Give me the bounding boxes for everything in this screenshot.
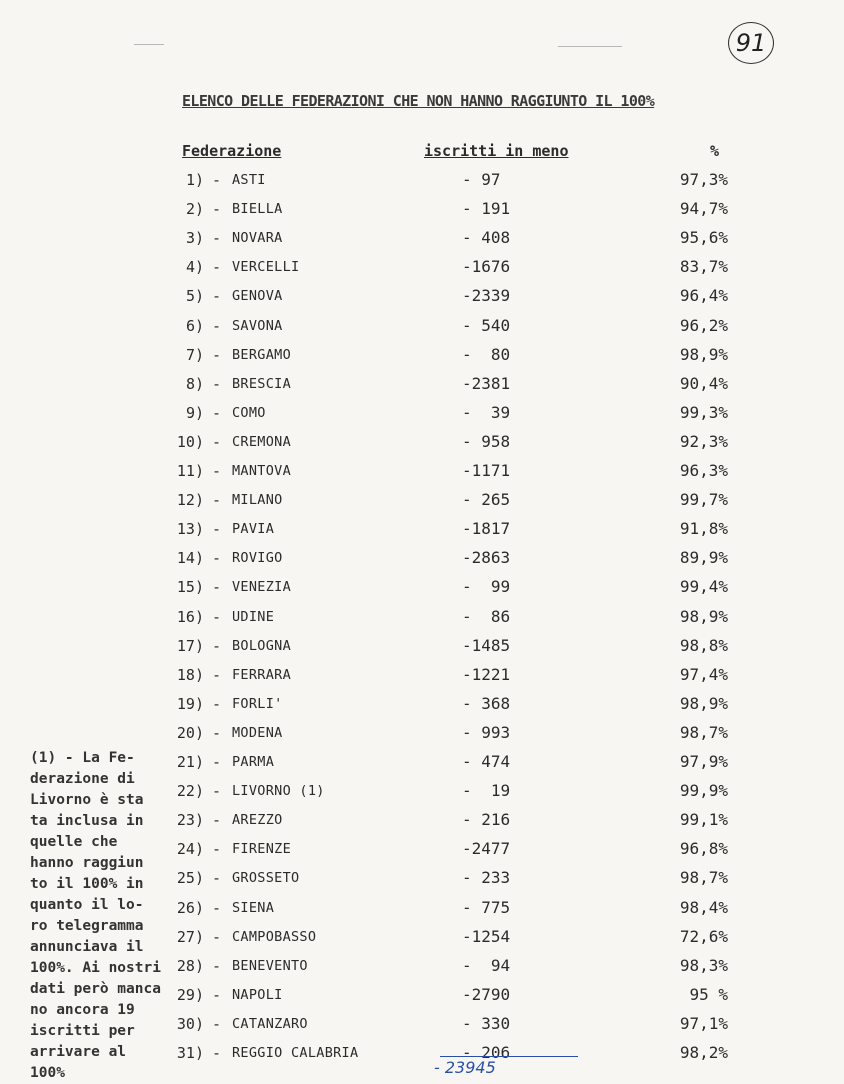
row-number: 30) [176,1014,204,1033]
percent-value: 89,9% [679,548,728,568]
iscritti-value: - 958 [462,431,511,451]
row-dash: - [212,432,222,451]
table-row [0,603,844,631]
percent-value: 72,6% [679,926,728,946]
iscritti-value: - 99 [462,577,511,597]
federation-name: COMO [232,404,266,421]
row-dash: - [212,491,222,510]
federation-name: GROSSETO [232,870,300,887]
percent-value: 92,3% [679,431,728,451]
federation-name: MILANO [232,492,283,509]
iscritti-value: - 216 [462,810,511,830]
row-number: 14) [176,549,204,568]
row-dash: - [212,985,222,1004]
table-row [0,719,844,747]
table-row [0,341,844,369]
federation-name: PARMA [232,754,275,770]
row-number: 20) [176,723,204,742]
table-row [0,661,844,689]
row-number: 31) [176,1044,204,1062]
iscritti-value: - 191 [462,199,511,219]
percent-value: 98,9% [679,344,728,364]
row-dash: - [212,723,222,742]
federation-name: NOVARA [232,230,283,247]
federation-name: FERRARA [232,666,291,683]
federation-name: VERCELLI [232,259,300,276]
iscritti-value: - 206 [462,1043,511,1062]
iscritti-value: - 265 [462,490,511,510]
row-number: 2) [185,200,204,219]
row-number: 29) [176,985,204,1004]
federation-name: BRESCIA [232,375,291,392]
iscritti-value: -2339 [462,286,511,306]
percent-value: 98,3% [679,955,728,975]
table-row [0,370,844,398]
row-number: 17) [176,636,204,655]
row-number: 4) [185,258,204,277]
row-number: 21) [176,753,204,771]
table-row [0,515,844,543]
federation-name: ASTI [232,172,266,188]
row-dash: - [212,200,222,219]
table-row [0,282,844,310]
row-dash: - [212,549,222,568]
federation-name: VENEZIA [232,579,291,596]
row-number: 1) [185,171,204,189]
percent-value: 96,4% [679,286,728,306]
percent-value: 97,1% [679,1013,728,1033]
row-dash: - [212,927,222,946]
federation-name: GENOVA [232,288,283,305]
federation-name: FIRENZE [232,841,291,858]
row-dash: - [212,171,222,189]
table-row [0,632,844,660]
row-dash: - [212,840,222,859]
iscritti-value: - 94 [462,955,511,975]
row-number: 9) [185,403,204,422]
percent-value: 98,8% [679,635,728,655]
iscritti-value: -1676 [462,257,511,277]
table-row [0,166,844,194]
iscritti-value: - 39 [462,402,511,422]
row-number: 12) [176,491,204,510]
table-row [0,399,844,427]
federation-name: MODENA [232,724,283,741]
row-number: 7) [185,345,204,364]
federation-name: AREZZO [232,812,283,829]
row-dash: - [212,316,222,335]
row-number: 24) [176,840,204,859]
document-title: ELENCO DELLE FEDERAZIONI CHE NON HANNO RAGGIUNTO IL 100% [182,92,655,110]
row-dash: - [212,462,222,480]
row-dash: - [212,1014,222,1033]
row-number: 19) [176,694,204,713]
percent-value: 83,7% [679,257,728,277]
iscritti-value: -1485 [462,635,511,655]
table-row [0,224,844,252]
row-dash: - [212,811,222,830]
row-dash: - [212,636,222,655]
iscritti-value: -2863 [462,548,511,568]
percent-value: 96,8% [679,839,728,859]
row-number: 23) [176,811,204,830]
total-handwritten: - 23945 [434,1058,496,1077]
percent-value: 99,7% [679,490,728,510]
table-row [0,486,844,514]
percent-value: 94,7% [679,199,728,219]
row-number: 8) [185,374,204,393]
footnote: (1) - La Fe- derazione di Livorno è sta ta inclusa in quelle che hanno raggiun to il 100% in quanto il lo- ro telegramma annunciava il 100%. Ai nostri dati però manca no ancora 19 iscritti per arrivare al 100% [30,750,161,1081]
iscritti-value: - 775 [462,897,511,917]
iscritti-value: - 80 [462,344,511,364]
table-row [0,573,844,601]
table-row [0,690,844,718]
table-row [0,428,844,456]
iscritti-value: - 330 [462,1013,511,1033]
percent-value: 99,4% [679,577,728,597]
federation-name: CAMPOBASSO [232,928,317,945]
row-number: 25) [176,869,204,888]
iscritti-value: -1221 [462,664,511,684]
percent-value: 99,9% [679,781,728,801]
federation-name: FORLI' [232,695,283,712]
percent-value: 98,2% [679,1043,728,1062]
percent-value: 98,9% [679,606,728,626]
row-number: 6) [185,316,204,335]
row-dash: - [212,665,222,684]
row-dash: - [212,520,222,539]
percent-value: 99,1% [679,810,728,830]
federation-name: UDINE [232,608,275,625]
table-row [0,457,844,485]
federation-name: NAPOLI [232,986,283,1003]
row-dash: - [212,607,222,626]
total-rule [440,1056,578,1057]
federation-name: BOLOGNA [232,637,291,654]
federation-name: BENEVENTO [232,957,308,974]
percent-value: 97,9% [679,752,728,771]
row-dash: - [212,1044,222,1062]
iscritti-value: -2477 [462,839,511,859]
row-dash: - [212,956,222,975]
row-dash: - [212,578,222,597]
percent-value: 96,3% [679,461,728,480]
table-row [0,544,844,572]
row-number: 18) [176,665,204,684]
percent-value: 96,2% [679,315,728,335]
percent-value: 91,8% [679,519,728,539]
row-dash: - [212,753,222,771]
federation-name: REGGIO CALABRIA [232,1045,359,1061]
iscritti-value: -2381 [462,373,511,393]
header-federazione: Federazione [182,142,282,160]
iscritti-value: -1817 [462,519,511,539]
federation-name: MANTOVA [232,463,291,479]
federation-name: LIVORNO (1) [232,783,325,800]
row-number: 13) [176,520,204,539]
page-number: 91 [728,22,774,64]
iscritti-value: - 97 [462,170,501,189]
iscritti-value: - 368 [462,693,511,713]
iscritti-value: -1254 [462,926,511,946]
row-dash: - [212,229,222,248]
federation-name: SAVONA [232,317,283,334]
row-number: 27) [176,927,204,946]
row-dash: - [212,258,222,277]
percent-value: 97,3% [679,170,728,189]
iscritti-value: - 474 [462,752,511,771]
percent-value: 90,4% [679,373,728,393]
federation-name: ROVIGO [232,550,283,567]
row-dash: - [212,345,222,364]
row-number: 22) [176,782,204,801]
federation-name: CATANZARO [232,1015,308,1032]
table-row [0,195,844,223]
row-dash: - [212,782,222,801]
row-number: 16) [176,607,204,626]
row-dash: - [212,287,222,306]
iscritti-value: - 86 [462,606,511,626]
federation-name: BIELLA [232,201,283,218]
federation-name: SIENA [232,899,275,916]
iscritti-value: -2790 [462,984,511,1004]
row-number: 11) [176,462,204,480]
row-number: 10) [176,432,204,451]
iscritti-value: - 408 [462,228,511,248]
percent-value: 98,7% [679,722,728,742]
smudge-mark [134,44,164,45]
iscritti-value: - 540 [462,315,511,335]
iscritti-value: - 233 [462,868,511,888]
federation-name: BERGAMO [232,346,291,363]
row-dash: - [212,694,222,713]
row-number: 28) [176,956,204,975]
iscritti-value: - 19 [462,781,511,801]
percent-value: 95,6% [679,228,728,248]
percent-value: 98,9% [679,693,728,713]
header-iscritti: iscritti in meno [424,142,569,160]
header-percent: % [710,142,720,160]
percent-value: 95 % [689,984,728,1004]
iscritti-value: -1171 [462,461,511,480]
federation-name: CREMONA [232,433,291,450]
row-number: 3) [185,229,204,248]
percent-value: 98,7% [679,868,728,888]
row-dash: - [212,403,222,422]
smudge-mark [558,46,622,47]
row-dash: - [212,869,222,888]
federation-name: PAVIA [232,521,275,538]
percent-value: 98,4% [679,897,728,917]
row-number: 15) [176,578,204,597]
row-number: 26) [176,898,204,917]
table-row [0,312,844,340]
table-row [0,253,844,281]
row-number: 5) [185,287,204,306]
row-dash: - [212,374,222,393]
iscritti-value: - 993 [462,722,511,742]
percent-value: 99,3% [679,402,728,422]
row-dash: - [212,898,222,917]
percent-value: 97,4% [679,664,728,684]
